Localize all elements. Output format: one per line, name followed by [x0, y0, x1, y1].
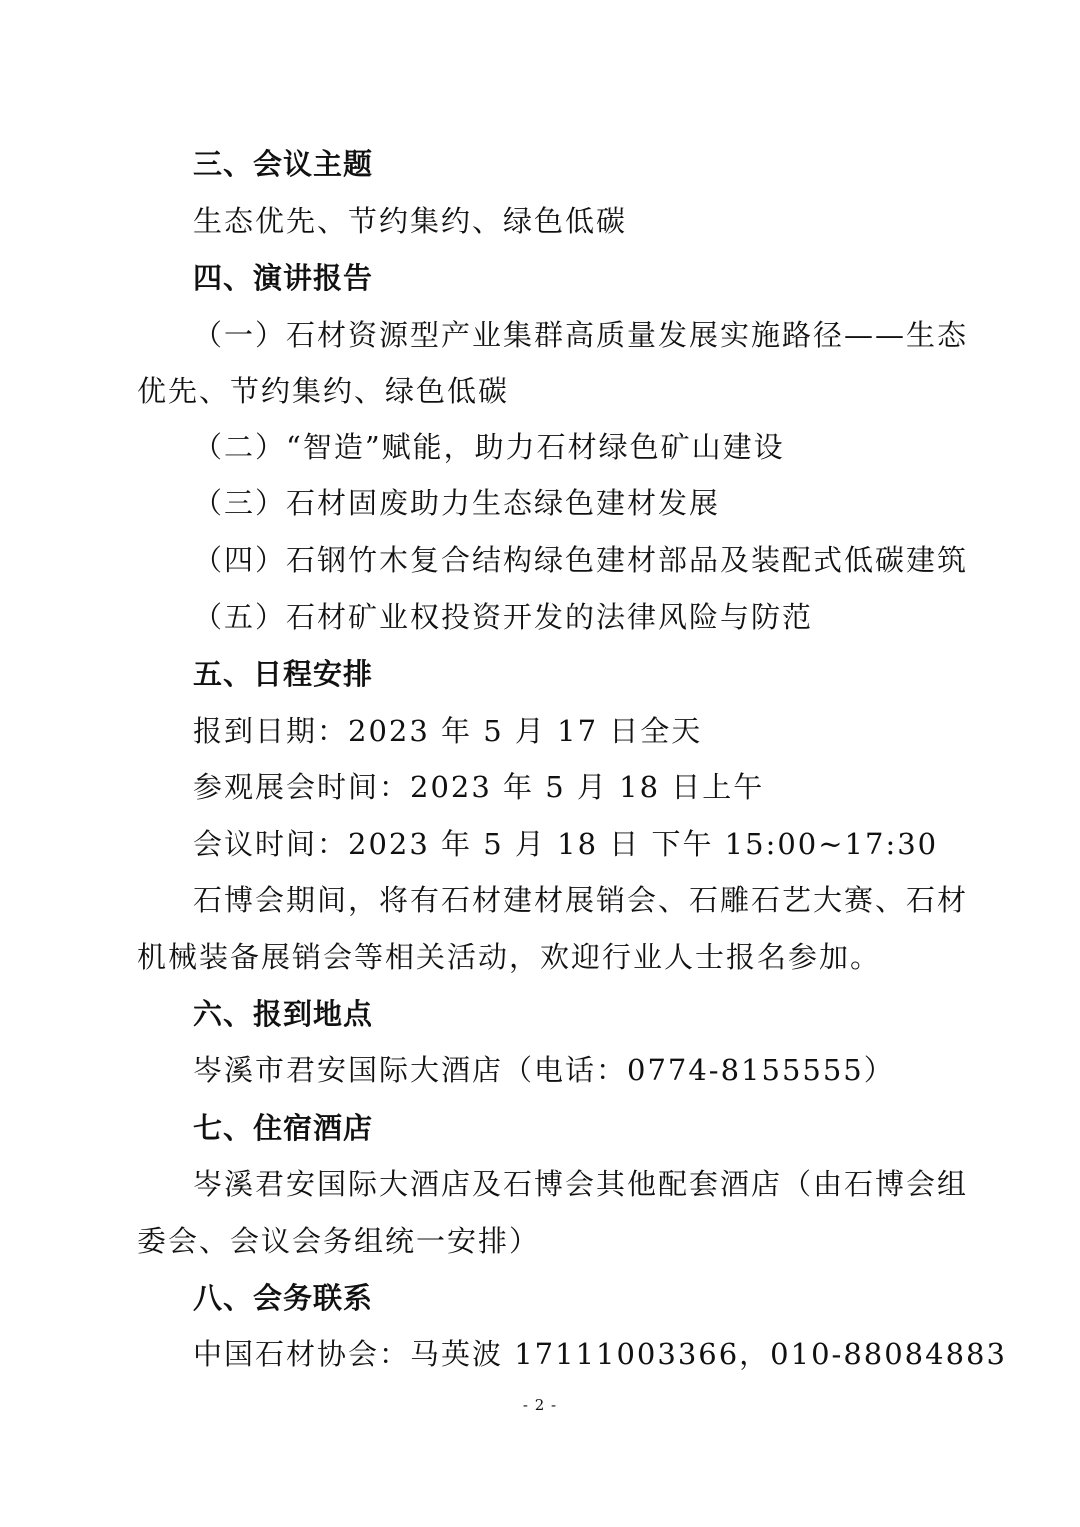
section-heading-schedule: 五、日程安排: [193, 657, 374, 691]
section-heading-meeting-theme: 三、会议主题: [193, 147, 374, 181]
checkin-date: 报到日期：2023 年 5 月 17 日全天: [193, 714, 703, 748]
section-heading-checkin-location: 六、报到地点: [193, 997, 374, 1031]
report-item-5: （五）石材矿业权投资开发的法律风险与防范: [193, 600, 814, 634]
page-number: - 2 -: [522, 1396, 558, 1414]
report-item-2: （二）“智造”赋能，助力石材绿色矿山建设: [193, 430, 785, 464]
meeting-time: 会议时间：2023 年 5 月 18 日 下午 15:00~17:30: [193, 827, 939, 861]
section-heading-hotel: 七、住宿酒店: [193, 1111, 374, 1145]
section-heading-contact: 八、会务联系: [193, 1281, 374, 1315]
meeting-theme-text: 生态优先、节约集约、绿色低碳: [193, 204, 628, 238]
section-heading-speech-reports: 四、演讲报告: [193, 261, 374, 295]
report-item-1-line-2: 优先、节约集约、绿色低碳: [137, 374, 510, 408]
report-item-4: （四）石钢竹木复合结构绿色建材部品及装配式低碳建筑: [193, 543, 969, 577]
hotel-text-line-2: 委会、会议会务组统一安排）: [137, 1224, 541, 1258]
contact-info: 中国石材协会：马英波 17111003366，010-88084883: [193, 1337, 1007, 1371]
schedule-note-line-1: 石博会期间，将有石材建材展销会、石雕石艺大赛、石材: [193, 883, 969, 917]
expo-visit-time: 参观展会时间：2023 年 5 月 18 日上午: [193, 770, 765, 804]
hotel-text-line-1: 岑溪君安国际大酒店及石博会其他配套酒店（由石博会组: [193, 1167, 969, 1201]
checkin-location-text: 岑溪市君安国际大酒店（电话：0774-8155555）: [193, 1053, 895, 1087]
report-item-3: （三）石材固废助力生态绿色建材发展: [193, 486, 721, 520]
schedule-note-line-2: 机械装备展销会等相关活动，欢迎行业人士报名参加。: [137, 940, 882, 974]
report-item-1-line-1: （一）石材资源型产业集群高质量发展实施路径——生态: [193, 318, 969, 352]
